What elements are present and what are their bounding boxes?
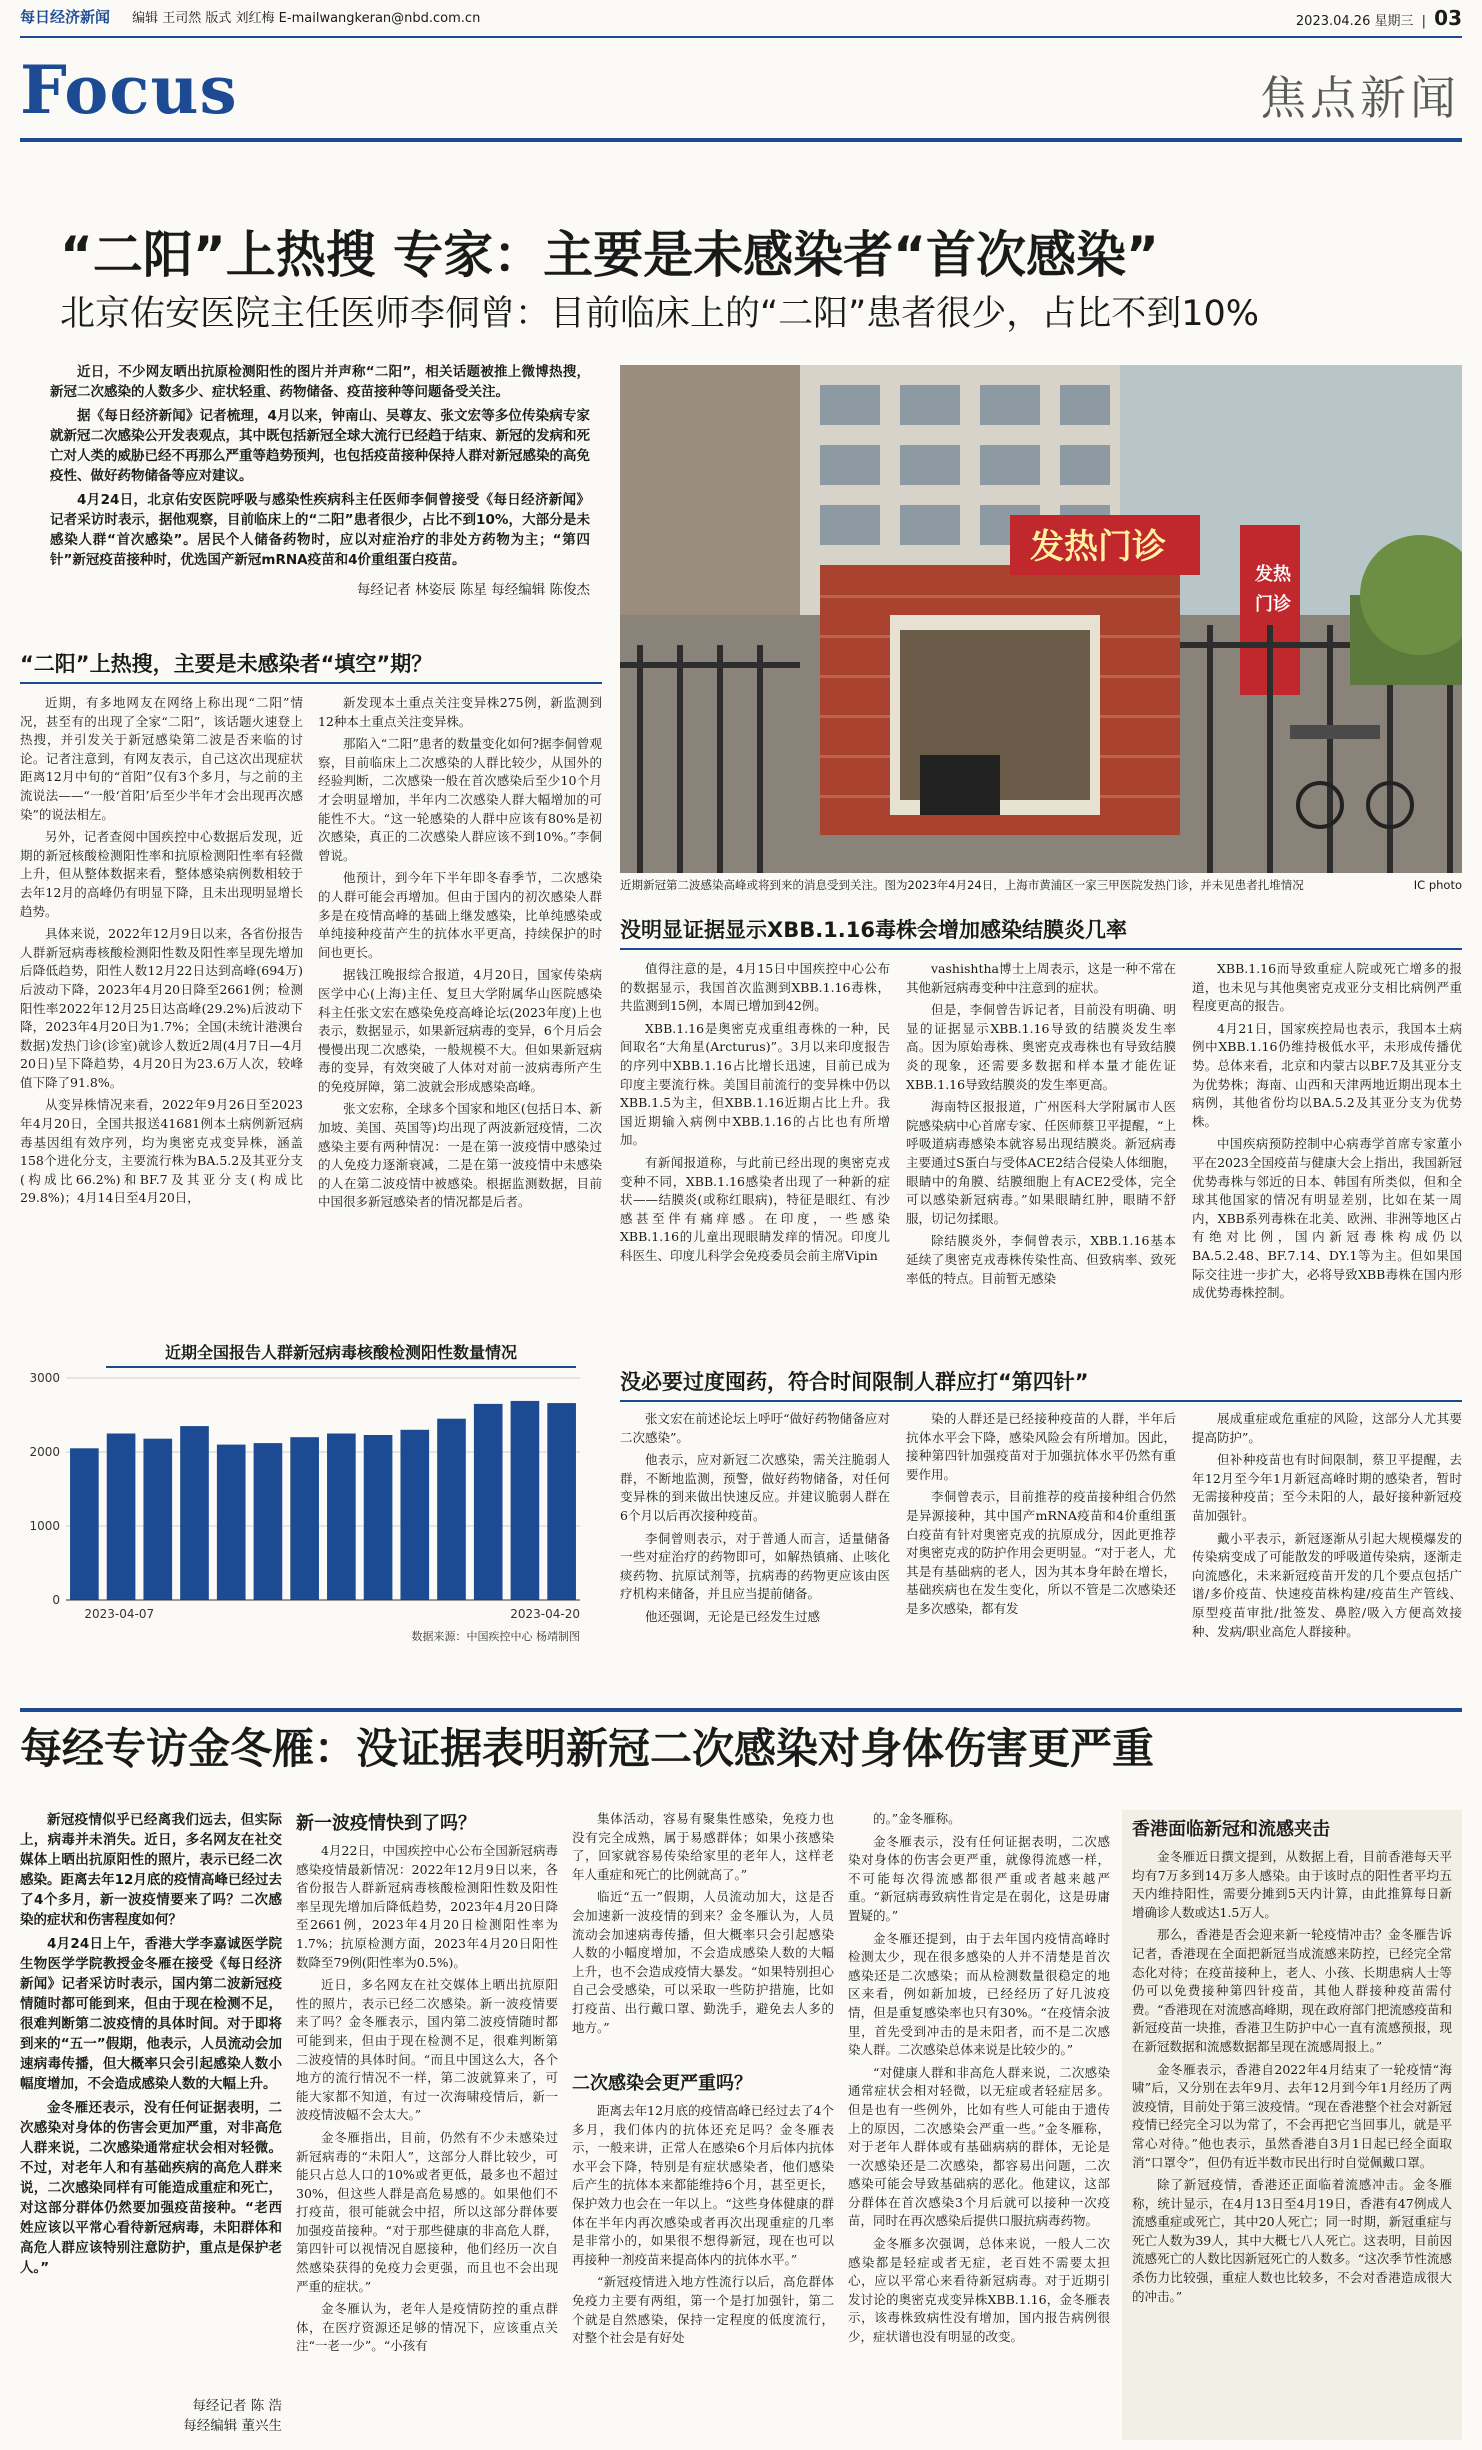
heading-rule — [20, 682, 602, 684]
bar-chart — [20, 1340, 602, 1650]
subsection-heading: 新一波疫情快到了吗？ — [296, 1813, 476, 1834]
paragraph: 张文宏在前述论坛上呼吁“做好药物储备应对二次感染”。 — [620, 1411, 890, 1445]
paragraph: XBB.1.16是奥密克戎重组毒株的一种，民间取名“大角星(Arcturus)”。3月以来印度报告的序列中XBB.1.16占比增长迅速，目前已成为印度主要流行株。美国目前流行的变异株中仍以XBB.1.5为主，但XBB.1.16近期占比上升。我国近期输入病例中XBB.1.16的占比也有所增加。 — [620, 1020, 890, 1148]
article-column — [848, 1810, 1110, 2442]
chart-bar-04-14 — [327, 1434, 356, 1601]
paragraph: 那陷入“二阳”患者的数量变化如何?据李侗曾观察，目前临床上二次感染的人群比较少，从国外的经验判断，二次感染一般在首次感染后至少10个月才会明显增加，半年内二次感染人群大幅增加的可能性不大。“这一轮感染的人群中应该有80%是初次感染，真正的二次感染人群应该不到10%。”李侗曾说。 — [318, 736, 602, 863]
heading-rule — [620, 948, 1462, 950]
paragraph: “对健康人群和非高危人群来说，二次感染通常症状会相对轻微，以无症或者轻症居多。但是也有一些例外，比如有些人可能由于遗传上的原因，二次感染会严重一些。”金冬雁称，对于老年人群体或有基础病病的群体，无论是一次感染还是二次感染，都容易出问题，二次感染可能会导致基础病的恶化。他建议，这部分群体在首次感染3个月后就可以接种一次疫苗，同时在再次感染后提供口服抗病毒药物。 — [848, 2064, 1110, 2229]
paragraph: XBB.1.16而导致重症人院或死亡增多的报道，也未见与其他奥密克戎亚分支相比病例严重程度更高的报告。 — [1192, 961, 1462, 1014]
paragraph: 4月22日，中国疾控中心公布全国新冠病毒感染疫情最新情况：2022年12月9日以来，各省份报告人群新冠病毒核酸检测阳性数及阳性率呈现先增加后降低趋势，2023年4月20日降至2661例，2023年4月20日检测阳性率为1.7%；抗原检测方面，2023年4月20日阳性数降至79例(阳性率为0.5%)。 — [296, 1843, 558, 1970]
svg-text:发热门诊: 发热门诊 — [1030, 527, 1166, 567]
chart-bar-04-20 — [547, 1403, 576, 1600]
chart-bar-04-19 — [511, 1401, 540, 1600]
svg-text:发热: 发热 — [1255, 564, 1291, 585]
paragraph: 有新闻报道称，与此前已经出现的奥密克戎变种不同，XBB.1.16感染者出现了一种新的症状——结膜炎(或称红眼病)，特征是眼红、有沙感甚至伴有痛痒感。在印度，一些感染XBB.1.16的儿童出现眼睛发痒的情况。印度儿科医生、印度儿科学会免疫委员会前主席Vipin — [620, 1154, 890, 1263]
header-rule — [20, 36, 1462, 38]
paragraph: 金冬雁还提到，由于去年国内疫情高峰时检测太少，现在很多感染的人并不清楚是首次感染还是二次感染；而从检测数量很稳定的地区来看，例如新加坡，已经经历了好几波疫情，但是重复感染率也只有30%。“在疫情余波里，首先受到冲击的是未阳者，而不是二次感染人群。二次感染总体来说是比较少的。” — [848, 1930, 1110, 2058]
chart-bar-04-16 — [400, 1430, 429, 1600]
article-column — [1192, 1410, 1462, 1690]
article-column — [620, 960, 890, 1360]
section-label: 焦点新闻 — [1260, 71, 1460, 125]
caption-text: 近期新冠第二波感染高峰或将到来的消息受到关注。图为2023年4月24日，上海市黄浦区一家三甲医院发热门诊，并未见患者扎堆情况 — [620, 878, 1304, 892]
paragraph: 张文宏称，全球多个国家和地区(包括日本、新加坡、美国、英国等)均出现了两波新冠疫情，二次感染主要有两种情况：一是在第一波疫情中感染过的人免疫力逐渐衰减，二是在第一波疫情中未感染的人在第二波疫情中被感染。根据监测数据，目前中国很多新冠感染者的情况都是后者。 — [318, 1101, 602, 1210]
paragraph: 染的人群还是已经接种疫苗的人群，半年后抗体水平会下降，感染风险会有所增加。因此，接种第四针加强疫苗对于加强抗体水平仍然有重要作用。 — [906, 1411, 1176, 1482]
paragraph: 海南特区报报道，广州医科大学附属市人医院感染病中心首席专家、任医师蔡卫平提醒，“上呼吸道病毒感染本就容易出现结膜炎。新冠病毒主要通过S蛋白与受体ACE2结合侵染人体细胞，眼睛中的角膜、结膜细胞上有ACE2受体，完全可以感染新冠病毒。”如果眼睛红肿，眼睛不舒服，切记勿揉眼。 — [906, 1099, 1176, 1226]
paragraph: 金冬雁多次强调，总体来说，一般人二次感染都是轻症或者无症，老百姓不需要太担心，应以平常心来看待新冠病毒。对于近期引发讨论的奥密克戎变异株XBB.1.16，金冬雁表示，该毒株致病性没有增加，国内报告病例很少，症状谱也没有明显的改变。 — [848, 2236, 1110, 2345]
chart-plot — [20, 1370, 602, 1650]
paragraph: 距离去年12月底的疫情高峰已经过去了4个多月，我们体内的抗体还充足吗？金冬雁表示，一般来讲，正常人在感染6个月后体内抗体水平会下降，特别是有症状感染者，他们感染后产生的抗体本来都能维持6个月，甚至更长，保护效力也会在一年以上。“这些身体健康的群体在半年内再次感染或者再次出现重症的几率是非常小的，如果很不想得新冠，现在也可以再接种一剂疫苗来提高体内的抗体水平。” — [572, 2103, 834, 2267]
section-heading: 没明显证据显示XBB.1.16毒株会增加感染结膜炎几率 — [620, 918, 1127, 942]
news-photo — [620, 365, 1462, 873]
paragraph: 李侗曾则表示，对于普通人而言，适量储备一些对症治疗的药物即可，如解热镇痛、止咳化痰药物、抗原试剂等，抗病毒的药物更应该由医疗机构来储备，并且应当提前储备。 — [620, 1530, 890, 1602]
paragraph: vashishtha博士上周表示，这是一种不常在其他新冠病毒变种中注意到的症状。 — [906, 961, 1176, 995]
heading-rule — [620, 1400, 1462, 1402]
chart-bar-04-17 — [437, 1419, 466, 1600]
article-column — [906, 1410, 1176, 1690]
newspaper-brand: 每日经济新闻 — [20, 8, 111, 26]
svg-text:门诊: 门诊 — [1255, 594, 1291, 615]
chart-bar-04-11 — [217, 1445, 246, 1600]
paragraph: 据钱江晚报综合报道，4月20日，国家传染病医学中心(上海)主任、复旦大学附属华山医院感染科主任张文宏在感染免疫高峰论坛(2023年度)上也表示，数据显示，如果新冠病毒的变异，6个月后会慢慢出现二次感染，一般规模不大。但如果新冠病毒的变异，有效突破了人体对对前一波病毒所产生的免疫屏障，第二波就会形成感染高峰。 — [318, 967, 602, 1094]
chart-bar-04-10 — [180, 1426, 209, 1600]
article-column — [318, 694, 602, 1324]
paragraph: 他还强调，无论是已经发生过感 — [645, 1608, 821, 1624]
paragraph: 具体来说，2022年12月9日以来，各省份报告人群新冠病毒核酸检测阳性数及阳性率呈现先增加后降低趋势，阳性人数12月22日达到高峰(694万)后波动下降，2023年4月20日降至2661例；检测阳性率2022年12月25日达高峰(29.2%)后波动下降，2023年4月20日为1.7%；全国(未统计港澳台数据)发热门诊(诊室)就诊人数近2周(4月7日—4月20日)呈下降趋势，4月20日为23.6万人次，较峰值下降了91.8%。 — [20, 926, 303, 1090]
paragraph: 但补种疫苗也有时间限制，蔡卫平提醒，去年12月至今年1月新冠高峰时期的感染者，暂时无需接种疫苗；至今未阳的人，最好接种新冠疫苗加强针。 — [1192, 1452, 1462, 1523]
photo-caption — [620, 878, 1462, 893]
lede-paragraph: 4月24日上午，香港大学李嘉诚医学院生物医学学院教授金冬雁在接受《每日经济新闻》记者采访时表示，国内第二波新冠疫情随时都可能到来，但由于现在检测不足，很难判断第二波疫情的具体时间。对于即将到来的“五一”假期，他表示，人员流动会加速病毒传播，但大概率只会引起感染人数小幅度增加，不会造成感染人数的大幅上升。 — [20, 1936, 282, 2092]
article-column — [906, 960, 1176, 1360]
chart-bar-04-09 — [143, 1439, 172, 1600]
chart-source: 数据来源：中国疾控中心 杨靖制图 — [411, 1630, 580, 1643]
photo-credit: IC photo — [1413, 878, 1462, 892]
chart-title: 近期全国报告人群新冠病毒核酸检测阳性数量情况 — [106, 1340, 576, 1368]
paragraph: 李侗曾表示，目前推荐的疫苗接种组合仍然是异源接种，其中国产mRNA疫苗和4价重组蛋白疫苗有针对奥密克戎的抗原成分，因此更推荐对奥密克戎的防护作用会更明显。“对于老人，尤其是有基础病的老人，因为其本身年龄在增长，基础疾病也在发生变化，所以不管是二次感染还是多次感染，都有发 — [906, 1489, 1176, 1616]
paragraph: 临近“五一”假期，人员流动加大，这是否会加速新一波疫情的到来？金冬雁认为，人员流动会加速病毒传播，但大概率只会引起感染人数的小幅度增加，不会造成感染人数的大幅上升，也不会造成疫情大暴发。“如果特别担心自己会受感染，可以采取一些防护措施，比如打疫苗、出行戴口罩、勤洗手，避免去人多的地方。” — [572, 1889, 834, 2035]
byline: 每经记者 林姿辰 陈星 每经编辑 陈俊杰 — [356, 582, 590, 598]
lede-paragraph: 金冬雁还表示，没有任何证据表明，二次感染对身体的伤害会更加严重，对非高危人群来说，二次感染通常症状会相对轻微。不过，对老年人和有基础疾病的高危人群来说，二次感染同样有可能造成重症和死亡，对这部分群体仍然要加强疫苗接种。“老西姓应该以平常心看待新冠病毒，未阳群体和高危人群应该特别注意防护，重点是保护老人。” — [20, 2100, 282, 2276]
paragraph: 金冬雁表示，没有任何证据表明，二次感染对身体的伤害会更严重，就像得流感一样，不可能每次得流感都很严重或者越来越严重。“新冠病毒致病性肯定是在弱化，这是毋庸置疑的。” — [848, 1833, 1110, 1923]
y-tick-label: 3000 — [29, 1371, 60, 1385]
lede-paragraph: 近日，不少网友晒出抗原检测阳性的图片并声称“二阳”，相关话题被推上微博热搜，新冠二次感染的人数多少、症状轻重、药物储备、疫苗接种等问题备受关注。 — [50, 364, 590, 400]
paragraph: 的。”金冬雁称。 — [873, 1811, 961, 1826]
paragraph: 值得注意的是，4月15日中国疾控中心公布的数据显示，我国首次监测到XBB.1.16毒株，共监测到15例，本周已增加到42例。 — [620, 961, 890, 1014]
paragraph: 近日，多名网友在社交媒体上晒出抗原阳性的照片，表示已经二次感染。新一波疫情要来了吗？金冬雁表示，国内第二波疫情随时都可能到来，但由于现在检测不足，很难判断第二波疫情的具体时间。“而且中国这么大，各个地方的流行情况不一样，第二波就算来了，可能大家都不知道，有过一次海啸疫情后，新一波疫情波幅不会太大。” — [296, 1977, 558, 2123]
lede-paragraph: 新冠疫情似乎已经离我们远去，但实际上，病毒并未消失。近日，多名网友在社交媒体上晒出抗原阳性的照片，表示已经二次感染。距离去年12月底的疫情高峰已经过去了4个多月，新一波疫情要来了吗？二次感染的症状和伤害程度如何？ — [20, 1812, 282, 1928]
section-heading: 没必要过度囤药，符合时间限制人群应打“第四针” — [620, 1370, 1089, 1394]
focus-label: Focus — [20, 51, 238, 129]
x-tick-label: 2023-04-20 — [510, 1607, 580, 1621]
chart-bar-04-07 — [70, 1448, 99, 1600]
fever-clinic-photo — [620, 365, 1462, 873]
chart-bar-04-12 — [254, 1443, 283, 1600]
article-column — [1192, 960, 1462, 1360]
paragraph: 他表示，应对新冠二次感染，需关注脆弱人群，不断地监测，预警，做好药物储备，对任何变异株的到来做出快速反应。并建议脆弱人群在6个月以后再次接种疫苗。 — [620, 1452, 890, 1523]
masthead-rule — [20, 138, 1462, 142]
paragraph: 他预计，到今年下半年即冬春季节，二次感染的人群可能会再增加。但由于国内的初次感染人群多是在疫情高峰的基础上继发感染，比单纯感染或单纯接种疫苗产生的抗体水平更高，持续保护的时间也更长。 — [318, 870, 602, 960]
paragraph: 戴小平表示，新冠逐渐从引起大规模爆发的传染病变成了可能散发的呼吸道传染病，逐渐走向流感化，未来新冠疫苗开发的几个要点包括广谱/多价疫苗、快速疫苗株构建/疫苗生产管线、原型疫苗审批/批签发、鼻腔/吸入方便高效接种、发病/职业高危人群接种。 — [1192, 1530, 1462, 1639]
paragraph: 新发现本土重点关注变异株275例，新监测到12种本土重点关注变异株。 — [318, 695, 602, 729]
article-column — [20, 694, 303, 1324]
article-column — [296, 1842, 558, 2442]
bottom-lede — [20, 1810, 282, 2370]
paragraph: 另外，记者查阅中国疾控中心数据后发现，近期的新冠核酸检测阳性率和抗原检测阳性率有轻微上升，但从整体数据来看，整体感染病例数相较于去年12月的高峰仍有明显下降，且未出现明显增长趋势。 — [20, 829, 303, 919]
paragraph: 金冬雁认为，老年人是疫情防控的重点群体，在医疗资源还足够的情况下，应该重点关注“一老一少”。“小孩有 — [296, 2301, 558, 2354]
article-column — [1132, 1848, 1452, 2434]
paragraph: 那么，香港是否会迎来新一轮疫情冲击？金冬雁告诉记者，香港现在全面把新冠当成流感来防控，已经完全常态化对待；在疫苗接种上，老人、小孩、长期患病人士等仍可以免费接种第四针疫苗，其他人群接种疫苗需付费。“香港现在对流感高峰期，现在政府部门把流感疫苗和新冠疫苗一块推，香港卫生防护中心一直有流感预报，现在新冠数据和流感数据都呈现在流感周报上。” — [1132, 1927, 1452, 2054]
paragraph: 金冬雁指出，目前，仍然有不少未感染过新冠病毒的“未阳人”，这部分人群比较少，可能只占总人口的10%或者更低，最多也不超过30%，但这些人群是高危易感的。如果他们不打疫苗，很可能就会中招，所以这部分群体要加强疫苗接种。“对于那些健康的非高危人群，第四针可以视情况自愿接种，他们经历一次自然感染获得的免疫力会更强，而且也不会出现严重的症状。” — [296, 2129, 558, 2294]
main-headline: “二阳”上热搜 专家：主要是未感染者“首次感染” — [60, 226, 1159, 284]
byline: 每经记者 陈 浩 — [192, 2398, 282, 2414]
paragraph: 金冬雁表示，香港自2022年4月结束了一轮疫情“海啸”后，又分别在去年9月、去年12月到今年1月经历了两波疫情，目前处于第三波疫情。“现在香港整个社会对新冠疫情已经完全习以为常了，不会再把它当回事儿，就是平常心对待。”他也表示，虽然香港自3月1日起已经全面取消“口罩令”，但仍有近半数市民出行时自觉佩戴口罩。 — [1132, 2061, 1452, 2170]
bottom-headline: 每经专访金冬雁：没证据表明新冠二次感染对身体伤害更严重 — [20, 1724, 1155, 1773]
subsection-heading: 香港面临新冠和流感夹击 — [1132, 1819, 1330, 1840]
x-tick-label: 2023-04-07 — [84, 1607, 155, 1621]
subsection-heading: 二次感染会更严重吗？ — [572, 2073, 752, 2094]
y-tick-label: 1000 — [29, 1519, 60, 1533]
editor-credits: 编辑 王司然 版式 刘红梅 E-mailwangkeran@nbd.com.cn — [132, 11, 481, 26]
page-number: 03 — [1434, 6, 1462, 30]
paragraph: 展成重症或危重症的风险，这部分人尤其要提高防护”。 — [1192, 1411, 1462, 1445]
chart-bar-04-13 — [290, 1437, 319, 1600]
chart-bar-04-08 — [107, 1434, 136, 1601]
article-column — [572, 1810, 834, 2060]
y-tick-label: 2000 — [29, 1445, 60, 1459]
paragraph: 金冬雁近日撰文提到，从数据上看，目前香港每天平均有7万多到14万多人感染。由于该时点的阳性者平均五天内维持阳性，需要分摊到5天内计算，由此推算每日新增确诊人数或达1.5万人。 — [1132, 1849, 1452, 1920]
paragraph: 但是，李侗曾告诉记者，目前没有明确、明显的证据显示XBB.1.16导致的结膜炎发生率高。因为原始毒株、奥密克戎毒株也有导致结膜炎的现象，还需要多数据和样本量才能佐证XBB.1.16导致结膜炎的发生率更高。 — [906, 1002, 1176, 1092]
lede-paragraph: 据《每日经济新闻》记者梳理，4月以来，钟南山、吴尊友、张文宏等多位传染病专家就新冠二次感染公开发表观点，其中既包括新冠全球大流行已经趋于结束、新冠的发病和死亡对人类的威胁已经不再那么严重等趋势预判，也包括疫苗接种保持人群对新冠感染的高免疫性、做好药物储备等应对建议。 — [50, 408, 590, 484]
paragraph: 从变异株情况来看，2022年9月26日至2023年4月20日，全国共报送41681例本土病例新冠病毒基因组有效序列，均为奥密克戎变异株，涵盖158个进化分支，主要流行株为BA.5.2及其亚分支(构成比66.2%)和BF.7及其亚分支(构成比29.8%)；4月14日至4月20日， — [20, 1097, 303, 1206]
paragraph: 除了新冠疫情，香港还正面临着流感冲击。金冬雁称，统计显示，在4月13日至4月19日，香港有47例成人流感重症或死亡，其中20人死亡；同一时期，新冠重症与死亡人数为39人，其中大概七八人死亡。这表明，目前因流感死亡的人数比因新冠死亡的人数多。“这次季节性流感杀伤力比较强，重症人数也比较多，不会对香港造成很大的冲击。” — [1132, 2177, 1452, 2304]
section-heading: “二阳”上热搜，主要是未感染者“填空”期？ — [20, 652, 433, 676]
article-column — [572, 2102, 834, 2442]
paragraph: 集体活动，容易有聚集性感染，免疫力也没有完全成熟，属于易感群体；如果小孩感染了，回家就容易传染给家里的老年人，这样老年人重症和死亡的比例就高了。” — [572, 1811, 834, 1882]
byline: 每经编辑 董兴生 — [183, 2418, 282, 2434]
article-column — [620, 1410, 890, 1690]
paragraph: 除结膜炎外，李侗曾表示，XBB.1.16基本延续了奥密克戎毒株传染性高、但致病率、致死率低的特点。目前暂无感染 — [906, 1233, 1176, 1286]
chart-bar-04-18 — [474, 1404, 503, 1600]
hong-kong-sidebar — [1122, 1810, 1462, 2440]
lede-paragraph: 4月24日，北京佑安医院呼吸与感染性疾病科主任医师李侗曾接受《每日经济新闻》记者采访时表示，据他观察，目前临床上的“二阳”患者很少，占比不到10%，大部分是未感染人群“首次感染”。居民个人储备药物时，应以对症治疗的非处方药物为主；“第四针”新冠疫苗接种时，优选国产新冠mRNA疫苗和4价重组蛋白疫苗。 — [50, 492, 590, 568]
sub-headline: 北京佑安医院主任医师李侗曾：目前临床上的“二阳”患者很少，占比不到10% — [60, 294, 1260, 334]
lede-block — [50, 362, 590, 572]
issue-date: 2023.04.26 星期三 — [1295, 14, 1414, 29]
bottom-divider — [20, 1708, 1462, 1712]
paragraph: “新冠疫情进入地方性流行以后，高危群体免疫力主要有两组，第一个是打加强针，第二个就是自然感染，保持一定程度的低度流行，对整个社会是有好处 — [572, 2274, 834, 2346]
paragraph: 4月21日，国家疾控局也表示，我国本土病例中XBB.1.16仍维持极低水平，未形成传播优势。总体来看，北京和内蒙古以BF.7及其亚分支为优势株；海南、山西和天津两地近期出现本土病例，其他省份均以BA.5.2及其亚分支为优势株。 — [1192, 1020, 1462, 1129]
paragraph: 近期，有多地网友在网络上称出现“二阳”情况，甚至有的出现了全家“二阳”，该话题火速登上热搜，并引发关于新冠感染第二波是否来临的讨论。记者注意到，有网友表示，自己这次出现症状距离12月中旬的“首阳”仅有3个多月，与之前的主流说法——“一般‘首阳’后至少半年才会出现再次感染”的说法相左。 — [20, 695, 303, 822]
page-header: 每日经济新闻 编辑 王司然 版式 刘红梅 E-mailwangkeran@nbd.com.cn 2023.04.26 星期三 | 03 — [20, 6, 1462, 30]
chart-bar-04-15 — [364, 1435, 393, 1600]
paragraph: 中国疾病预防控制中心病毒学首席专家董小平在2023全国疫苗与健康大会上指出，我国新冠优势毒株与邻近的日本、韩国有所类似，但和全球其他国家的情况有明显差别，比如在某一周内，XBB系列毒株在北美、欧洲、非洲等地区占有绝对比例，国内新冠毒株构成仍以BA.5.2.48、BF.7.14、DY.1等为主。但如果国际交往进一步扩大，必将导致XBB毒株在国内形成优势毒株控制。 — [1192, 1136, 1462, 1301]
y-tick-label: 0 — [52, 1593, 60, 1607]
